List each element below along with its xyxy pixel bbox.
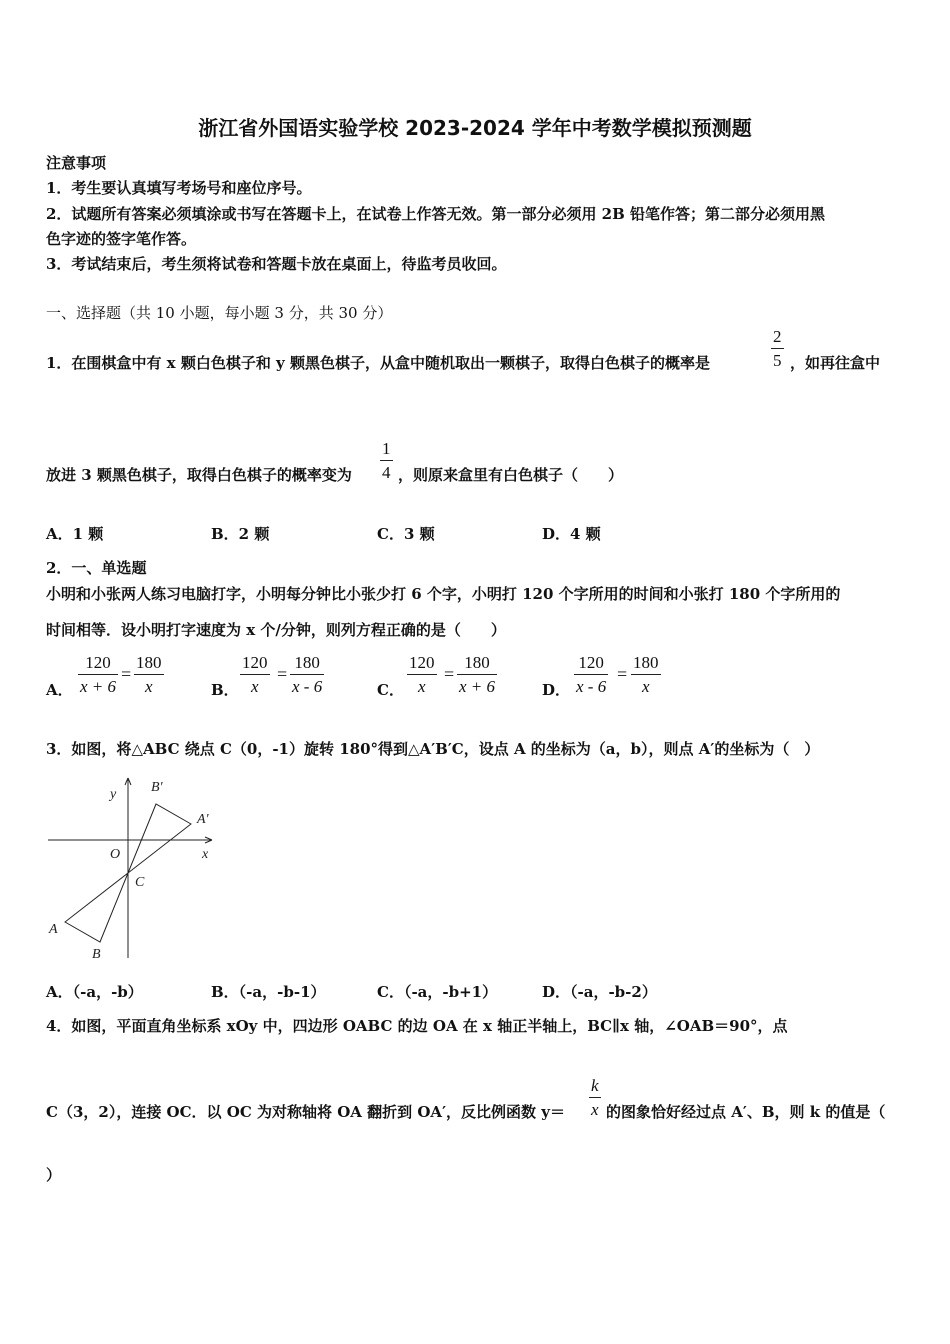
q1-frac1-den: 5 [773,351,782,370]
notice-item-1: 1．考生要认真填写考场号和座位序号。 [46,179,312,197]
equals-sign: = [444,664,455,684]
denominator: x [144,677,153,696]
q4-frac-num: k [591,1076,599,1095]
denominator: x - 6 [576,677,607,696]
numerator: 120 [242,653,268,672]
section-heading: 一、选择题（共 10 小题，每小题 3 分，共 30 分） [46,304,393,322]
q2-option-a-left-fraction [78,654,118,695]
notice-item-2-line-1: 2．试题所有答案必须填涂或书写在答题卡上，在试卷上作答无效。第一部分必须用 2B 铅笔作答；第二部分必须用黑 [46,205,826,223]
q1-fraction-1-4 [380,440,393,481]
numerator: 180 [633,653,659,672]
q4-line-3: ） [46,1166,62,1184]
triangle-abc [65,873,128,942]
q1-frac2-num: 1 [382,439,391,458]
label-a-prime: A' [197,812,209,827]
numerator: 180 [464,653,490,672]
label-b: B [92,947,101,962]
q1-text-part1: 1．在围棋盒中有 x 颗白色棋子和 y 颗黑色棋子，从盒中随机取出一颗棋子，取得白色棋子的概率是 [46,354,710,372]
q2-line-2: 时间相等．设小明打字速度为 x 个/分钟，则列方程正确的是（ ） [46,621,506,639]
denominator: x + 6 [80,677,117,696]
label-x: x [202,847,209,862]
q1-fraction-2-5 [771,328,784,369]
q1-text-part3: 放进 3 颗黑色棋子，取得白色棋子的概率变为 [46,466,352,484]
denominator: x - 6 [292,677,323,696]
q3-figure [40,772,225,967]
notice-item-2-line-2: 色字迹的签字笔作答。 [46,230,197,248]
q3-option-d[interactable]: D．（-a，-b-2） [542,983,657,1001]
label-b-prime: B' [151,780,163,795]
q1-option-b[interactable]: B．2 颗 [211,525,270,543]
notice-item-3: 3．考试结束后，考生须将试卷和答题卡放在桌面上，待监考员收回。 [46,255,507,273]
equals-sign: = [121,664,132,684]
q2-option-c-right-fraction [457,654,497,695]
q3-stem: 3．如图，将△ABC 绕点 C（0，-1）旋转 180°得到△A′B′C，设点 A 的坐标为（a，b），则点 A′的坐标为（ ） [46,740,820,758]
page-title: 浙江省外国语实验学校 2023-2024 学年中考数学模拟预测题 [198,116,752,140]
q1-text-part4: ，则原来盒里有白色棋子（ ） [398,466,624,484]
q3-option-c[interactable]: C．（-a，-b+1） [377,983,498,1001]
denominator: x [250,677,259,696]
numerator: 120 [85,653,111,672]
q2-option-b-label: B． [211,681,239,699]
numerator: 180 [294,653,320,672]
q2-option-a-right-fraction [134,654,164,695]
denominator: x [417,677,426,696]
q2-option-b-left-fraction [240,654,270,695]
label-o: O [110,847,121,862]
q2-option-d-left-fraction [574,654,608,695]
q2-option-d-right-fraction [631,654,661,695]
q2-option-c-label: C． [377,681,404,699]
q1-frac2-den: 4 [382,463,391,482]
q1-option-d[interactable]: D．4 颗 [542,525,601,543]
q2-option-c-left-fraction [407,654,437,695]
q2-option-d-label: D． [542,681,571,699]
numerator: 120 [578,653,604,672]
q1-option-c[interactable]: C．3 颗 [377,525,435,543]
q1-option-a[interactable]: A．1 颗 [46,525,104,543]
equals-sign: = [617,664,628,684]
label-a: A [49,922,58,937]
q4-line-1: 4．如图，平面直角坐标系 xOy 中，四边形 OABC 的边 OA 在 x 轴正半轴上，BC∥x 轴，∠OAB＝90°，点 [46,1017,788,1035]
q1-text-part2: ，如再往盒中 [790,354,881,372]
label-c: C [135,875,145,890]
q4-fraction-k-x [589,1077,601,1118]
q3-option-a[interactable]: A．（-a，-b） [46,983,143,1001]
notice-heading: 注意事项 [46,154,107,172]
q2-option-a-label: A． [46,681,73,699]
q4-line-2a: C（3，2），连接 OC．以 OC 为对称轴将 OA 翻折到 OA′，反比例函数 y＝ [46,1103,565,1121]
numerator: 120 [409,653,435,672]
q4-frac-den: x [591,1100,599,1119]
q1-frac1-num: 2 [773,327,782,346]
denominator: x [641,677,650,696]
equals-sign: = [277,664,288,684]
triangle-a1b1c [128,804,191,873]
denominator: x + 6 [459,677,496,696]
numerator: 180 [136,653,162,672]
q2-line-1: 小明和小张两人练习电脑打字，小明每分钟比小张少打 6 个字，小明打 120 个字所用的时间和小张打 180 个字所用的 [46,585,841,603]
q2-heading: 2．一、单选题 [46,559,147,577]
q4-line-2b: 的图象恰好经过点 A′、B，则 k 的值是（ [606,1103,886,1121]
q2-option-b-right-fraction [290,654,324,695]
q3-option-b[interactable]: B．（-a，-b-1） [211,983,326,1001]
label-y: y [110,787,117,802]
